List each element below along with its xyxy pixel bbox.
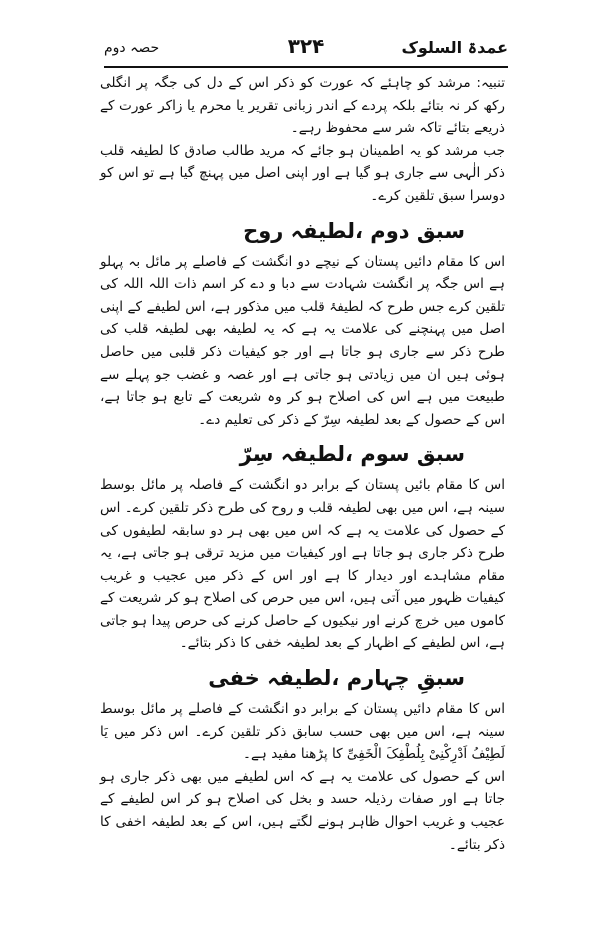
paragraph-lesson-four-sign: اس کے حصول کی علامت یہ ہے کہ اس لطیفے میں بھی ذکر جاری ہو جاتا ہے اور صفات رذیلہ حسد و بخل کی اصلاح ہو کر اس لطیفے کے عجیب و غریب احوال ظاہر ہونے لگتے ہیں، اس کے بعد لطیفہ اخفی کا ذکر بتائے۔ bbox=[100, 768, 505, 853]
paragraph-lesson-two: اس کا مقام دائیں پستان کے نیچے دو انگشت کے فاصلے پر مائل بہ پہلو ہے اس جگہ پر انگشت شہادت سے دبا و دے کر اسم ذات اللہ اللہ کی تلقین کرے جس طرح کہ لطیفۂ قلب میں مذکور ہے، اس لطیفے کے اپنی اصل میں پہنچنے کی علامت یہ ہے کہ یہ لطیفہ بھی لطیفہ قلب کی طرح ذکر سے جاری ہو جاتا ہے اور جو کیفیات ذکر قلبی میں حاصل ہوئی ہیں ان میں زیادتی ہو جاتی ہے اور غصہ و غضب جو پہلے سے طبیعت میں ہے اس کی اصلاح ہو کر وہ شریعت کے تابع ہو جاتا ہے، اس کے حصول کے بعد لطیفہ سِرّ کے ذکر کی تعلیم دے۔ bbox=[100, 253, 505, 428]
paragraph-intro: جب مرشد کو یہ اطمینان ہو جائے کہ مرید طالب صادق کا لطیفہ قلب ذکر الٰہی سے جاری ہو گیا ہے اور اپنی اصل میں پہنچ گیا ہے تو اس کو دوسرا سبق تلقین کرے۔ bbox=[100, 142, 505, 204]
page-number: ۳۲۴ bbox=[287, 34, 325, 58]
book-title: عمدۃ السلوک bbox=[401, 38, 508, 57]
paragraph-caution: تنبیہ: مرشد کو چاہئے کہ عورت کو ذکر اس کے دل کی جگہ پر انگلی رکھ کر نہ بتائے بلکہ پردے کے اندر زبانی تقریر یا محرم یا زاکر عورت کے ذریعے بتائے تاکہ شر سے محفوظ رہے۔ bbox=[100, 75, 505, 137]
paragraph-lesson-three: اس کا مقام بائیں پستان کے برابر دو انگشت کے فاصلہ پر مائل بوسط سینہ ہے، اس میں بھی لطیفہ قلب و روح کی طرح ذکر تلقین کرے۔ اس کے حصول کی علامت یہ ہے کہ اس میں بھی ہر دو سابقہ لطیفوں کی طرح ذکر جاری ہو جاتا ہے اور کیفیات میں مزید ترقی ہو جاتی ہے، یہ مقام مشاہدے اور دیدار کا ہے اور اس کے ذکر میں عجیب و غریب کیفیات ظہور میں آتی ہیں، اس میں حرص کی اصلاح ہو کر شریعت کے کاموں میں خرچ کرنے اور نیکیوں کے حاصل کرنے کی حرص پیدا ہو جاتی ہے، اس لطیفے کے اظہار کے بعد لطیفہ خفی کا ذکر بتائے۔ bbox=[100, 477, 505, 652]
heading-lesson-four: سبقِ چہارم ،لطیفہ خفی bbox=[208, 666, 465, 691]
page-header bbox=[104, 32, 508, 68]
heading-lesson-three: سبق سوم ،لطیفہ سِرّ bbox=[239, 442, 465, 467]
paragraph-lesson-four: اس کا مقام دائیں پستان کے برابر دو انگشت کے فاصلے پر مائل بوسط سینہ ہے، اس میں بھی حسب سابق ذکر تلقین کرے۔ اس ذکر میں یَا لَطِیْفُ اَدْرِکْنِیْ بِلُطْفِکَ الْخَفِیِّ کا پڑھنا مفید ہے۔ bbox=[100, 701, 505, 763]
heading-lesson-two: سبق دوم ،لطیفہ روح bbox=[243, 218, 465, 243]
header-rule bbox=[104, 66, 508, 68]
page-body bbox=[100, 72, 505, 856]
part-label: حصہ دوم bbox=[104, 40, 160, 56]
